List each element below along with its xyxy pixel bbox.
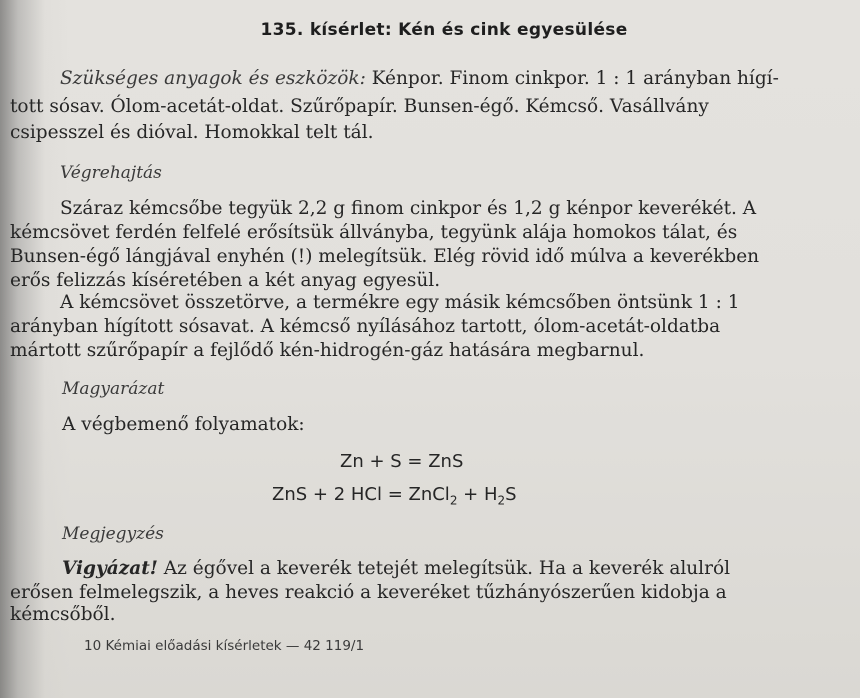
equation-2 <box>272 484 517 508</box>
note-line-1-text: Az égővel a keverék tetejét melegítsük. Ha a keverék alulról <box>157 558 730 579</box>
note-line-3: kémcsőből. <box>10 604 116 625</box>
equation-2-left: ZnS + 2 HCl = ZnCl <box>272 484 450 505</box>
explanation-intro: A végbemenő folyamatok: <box>62 414 305 435</box>
materials-line-1-text: Kénpor. Finom cinkpor. 1 : 1 arányban hígí- <box>365 68 779 89</box>
note-heading: Megjegyzés <box>62 524 164 544</box>
materials-line-3: csipesszel és dióval. Homokkal telt tál. <box>10 122 374 143</box>
procedure-line-4: erős felizzás kíséretében a két anyag egyesül. <box>10 270 441 291</box>
note-line-2: erősen felmelegszik, a heves reakció a keveréket tűzhányószerűen kidobja a <box>10 582 727 603</box>
materials-label: Szükséges anyagok és eszközök: <box>60 68 366 89</box>
procedure-line-7: mártott szűrőpapír a fejlődő kén-hidrogén-gáz hatására megbarnul. <box>10 340 645 361</box>
procedure-line-3: Bunsen-égő lángjával enyhén (!) melegítsük. Elég rövid idő múlva a keverékben <box>10 246 760 267</box>
title-text: 135. kísérlet: Kén és cink egyesülése <box>260 20 628 40</box>
equation-2-sub-1: 2 <box>449 493 458 508</box>
warning-label: Vigyázat! <box>62 558 158 579</box>
equation-2-mid: + H <box>457 484 498 505</box>
explanation-heading: Magyarázat <box>62 379 165 399</box>
procedure-line-5: A kémcsövet összetörve, a termékre egy másik kémcsőben öntsünk 1 : 1 <box>60 292 740 313</box>
page-title <box>0 20 860 40</box>
materials-line-1 <box>60 68 779 90</box>
page-footer: 10 Kémiai előadási kísérletek — 42 119/1 <box>84 638 365 654</box>
equation-2-sub-2: 2 <box>497 493 506 508</box>
procedure-line-6: arányban hígított sósavat. A kémcső nyílásához tartott, ólom-acetát-oldatba <box>10 316 721 337</box>
procedure-line-1: Száraz kémcsőbe tegyük 2,2 g finom cinkpor és 1,2 g kénpor keverékét. A <box>60 198 757 219</box>
materials-line-2: tott sósav. Ólom-acetát-oldat. Szűrőpapír. Bunsen-égő. Kémcső. Vasállvány <box>10 96 709 117</box>
equation-2-right: S <box>505 484 517 505</box>
procedure-heading: Végrehajtás <box>60 163 162 183</box>
note-line-1 <box>62 558 730 580</box>
procedure-line-2: kémcsövet ferdén felfelé erősítsük állványba, tegyünk alája homokos tálat, és <box>10 222 738 243</box>
equation-1: Zn + S = ZnS <box>340 451 464 472</box>
